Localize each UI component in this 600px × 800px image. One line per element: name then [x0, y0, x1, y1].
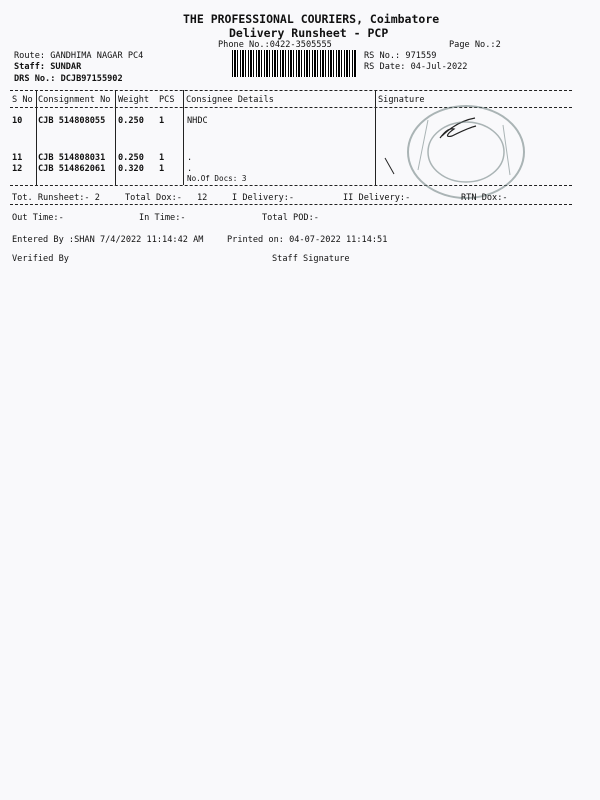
route-label: Route: GANDHIMA NAGAR PC4 [14, 51, 144, 61]
rs-date: RS Date: 04-Jul-2022 [364, 62, 468, 72]
column-divider [375, 90, 376, 185]
header-pcs: PCS [159, 95, 175, 105]
verified-by: Verified By [12, 254, 69, 264]
table-row: 12 [12, 164, 23, 174]
staff-signature: Staff Signature [272, 254, 350, 264]
header-consignee: Consignee Details [186, 95, 274, 105]
entered-by: Entered By :SHAN 7/4/2022 11:14:42 AM [12, 235, 204, 245]
out-time: Out Time:- [12, 213, 64, 223]
column-divider [36, 90, 37, 185]
total-dox-label: Total Dox:- [125, 193, 182, 203]
pcs-value: 1 [159, 116, 165, 126]
drs-number: DRS No.: DCJB97155902 [14, 74, 123, 84]
consignee-details: NHDC [187, 116, 208, 126]
document-title: Delivery Runsheet - PCP [229, 26, 389, 40]
weight-value: 0.250 [118, 116, 144, 126]
return-dox: RTN Dox:- [461, 193, 508, 203]
consignee-details: . [187, 164, 193, 174]
total-runsheet: Tot. Runsheet:- 2 [12, 193, 100, 203]
weight-value: 0.320 [118, 164, 144, 174]
table-row: 11 [12, 153, 23, 163]
pcs-value: 1 [159, 153, 165, 163]
phone-number: Phone No.:0422-3505555 [218, 40, 332, 50]
pcs-value: 1 [159, 164, 165, 174]
second-delivery: II Delivery:- [343, 193, 411, 203]
page-number: Page No.:2 [449, 40, 501, 50]
printed-on: Printed on: 04-07-2022 11:14:51 [227, 235, 388, 245]
consignee-details: . [187, 153, 193, 163]
weight-value: 0.250 [118, 153, 144, 163]
consignment-number: CJB 514862061 [38, 164, 106, 174]
number-of-docs: No.Of Docs: 3 [187, 174, 247, 183]
column-divider [115, 90, 116, 185]
barcode [232, 50, 357, 77]
table-top-rule [10, 90, 572, 91]
consignment-number: CJB 514808031 [38, 153, 106, 163]
company-name: THE PROFESSIONAL COURIERS, Coimbatore [183, 12, 440, 26]
rs-number: RS No.: 971559 [364, 51, 437, 61]
header-weight: Weight [118, 95, 150, 105]
first-delivery: I Delivery:- [232, 193, 295, 203]
table-row: 10 [12, 116, 23, 126]
in-time: In Time:- [139, 213, 186, 223]
header-consignment: Consignment No [38, 95, 111, 105]
totals-rule [10, 204, 572, 205]
header-sno: S No [12, 95, 33, 105]
company-stamp [398, 100, 528, 205]
header-signature: Signature [378, 95, 425, 105]
total-dox-value: 12 [197, 193, 208, 203]
column-divider [183, 90, 184, 185]
staff-label: Staff: SUNDAR [14, 62, 82, 72]
total-pod: Total POD:- [262, 213, 319, 223]
consignment-number: CJB 514808055 [38, 116, 106, 126]
